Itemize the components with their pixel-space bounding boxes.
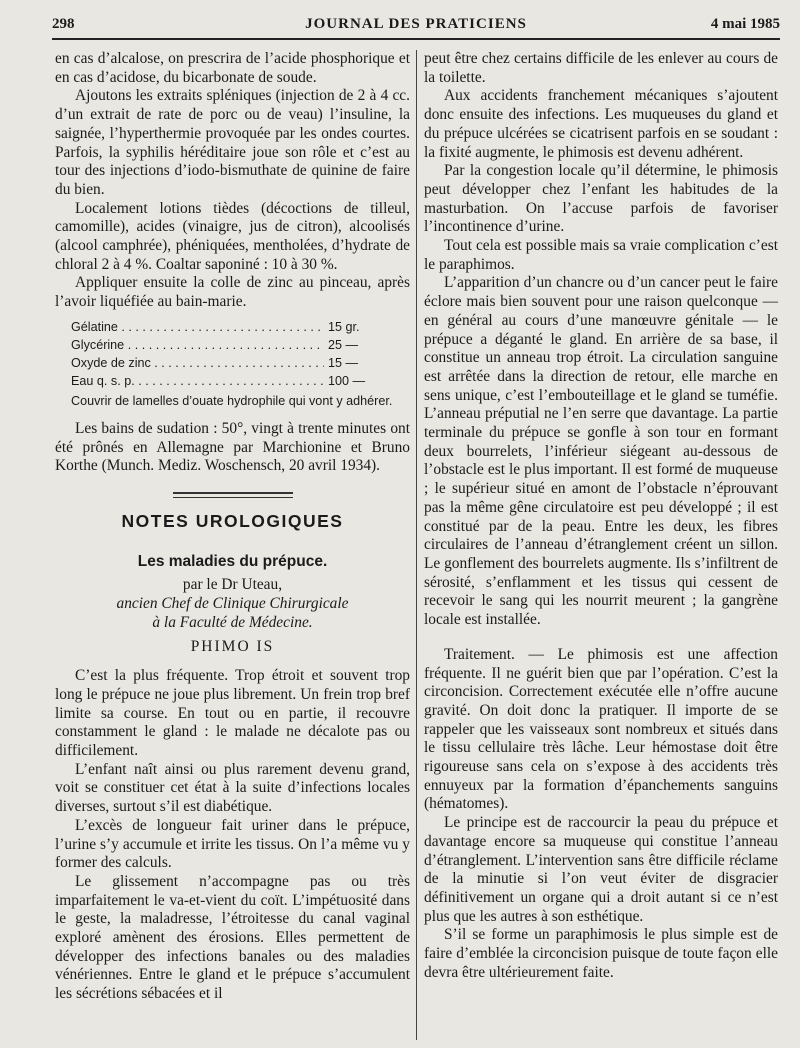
right-column <box>424 50 778 982</box>
paragraph: L’enfant naît ainsi ou plus rarement devenu grand, voit se constituer cet état à la suite d’infections locales diverses, surtout s’il est diabétique. <box>55 760 410 816</box>
paragraph: Le principe est de raccourcir la peau du prépuce et davantage encore sa muqueuse qui constitue l’anneau d’étranglement. L’intervention sans être difficile réclame de la minutie si l’on veut éviter de disgracier définitivement un organe qui a droit autant si ce n’est plus que les autres à son esthétique. <box>424 814 778 925</box>
recipe-row: Glycérine . . . 25 — <box>71 336 410 354</box>
left-column <box>55 50 410 1004</box>
column-rule <box>416 50 417 1040</box>
paragraph: Les bains de sudation : 50°, vingt à trente minutes ont été prônés en Allemagne par Marchionine et Bruno Korthe (Munch. Mediz. Woschensch, 20 avril 1934). <box>55 419 410 475</box>
section-separator <box>173 492 293 498</box>
recipe-row: Gélatine . . . 15 gr. <box>71 318 410 336</box>
paragraph: peut être chez certains difficile de les enlever au cours de la toilette. <box>424 50 778 86</box>
recipe-row: Oxyde de zinc . . . 15 — <box>71 354 410 372</box>
paragraph: C’est la plus fréquente. Trop étroit et souvent trop long le prépuce ne joue plus librement. Un frein trop bref limite sa course. En tout ou en partie, il recouvre constamment le gland : le malade ne décalote pas ou difficilement. <box>55 667 410 759</box>
spacer <box>424 630 778 646</box>
paragraph: Par la congestion locale qu’il détermine, le phimosis peut développer chez l’enfant les habitudes de la masturbation. On l’accuse parfois de favoriser l’incontinence d’urine. <box>424 162 778 236</box>
paragraph: L’apparition d’un chancre ou d’un cancer peut le faire éclore mais bien souvent pour une raison quelconque — en général au cours d’une manœuvre génitale — le prépuce a déganté le gland. En arrière de sa base, il constitue un anneau trop étroit. La circulation sanguine est arrêtée dans la direction de retour, elle marche en sens unique, c’est l’embouteillage et le gland se tuméfie. L’anneau préputial ne l’en serre que davantage. La partie terminale du prépuce se gonfle à son tour en formant deux bourrelets, l’inférieur siégeant au-dessous de l’obstacle est le plus important. Il est formé de muqueuse ; le supérieur situé en amont de l’obstacle n’éprouvant pas la même gêne circulatoire est peu développé ; il est constitué par de la peau. Entre les deux, les fibres circulaires de l’anneau d’étranglement créent un sillon. Le gonflement des bourrelets augmente. Ils s’infiltrent de sérosité, s’enflamment et les tissus qui cessent de recevoir le sang qui les nourrit meurent ; la gangrène locale est installée. <box>424 274 778 629</box>
affiliation: à la Faculté de Médecine. <box>152 613 313 631</box>
issue-date: 4 mai 1985 <box>710 16 780 32</box>
affiliation: ancien Chef de Clinique Chirurgicale <box>116 595 349 613</box>
paragraph: en cas d’alcalose, on prescrira de l’acide phosphorique et en cas d’acidose, du bicarbonate de soude. <box>55 50 410 86</box>
byline: par le Dr Uteau, <box>182 576 283 594</box>
paragraph: Traitement. — Le phimosis est une affection fréquente. Il ne guérit bien que par l’opération. C’est la circoncision. Correctement exécutée elle n’offre aucune gravité. On doit donc la pratiquer. Il importe de se rappeler que les vaisseaux sont nombreux et situés dans le tissu cellulaire très lâche. Leur hémostase doit être rigoureuse sans cela on s’expose à des accidents très ennuyeux par la formation d’épanchements sanguins (hématomes). <box>424 645 778 813</box>
page-number: 298 <box>52 16 75 32</box>
paragraph: Tout cela est possible mais sa vraie complication c’est le paraphimos. <box>424 237 778 273</box>
zinc-paste-recipe <box>71 318 410 390</box>
paragraph: Localement lotions tièdes (décoctions de tilleul, camomille), acides (vinaigre, jus de citron), alcoolisés (alcool camphrée), phéniquées, mentholées, d’hydrate de chloral 2 à 4 %. Coaltar saponiné : 10 à 30 %. <box>55 199 410 273</box>
journal-title: JOURNAL DES PRATICIENS <box>305 16 527 32</box>
recipe-note: Couvrir de lamelles d’ouate hydrophile qui vont y adhérer. <box>71 393 393 408</box>
running-header <box>52 14 780 40</box>
subsection-heading: PHIMO IS <box>190 638 275 656</box>
paragraph: Appliquer ensuite la colle de zinc au pinceau, après l’avoir liquéfiée au bain-marie. <box>55 274 410 311</box>
paragraph: L’excès de longueur fait uriner dans le prépuce, l’urine s’y accumule et irrite les tissus. On l’a même vu y former des calculs. <box>55 816 410 872</box>
recipe-row: Eau q. s. p. . . . 100 — <box>71 372 410 390</box>
paragraph: Ajoutons les extraits spléniques (injection de 2 à 4 cc. d’un extrait de rate de porc ou de veau) l’insuline, la saignée, l’hyperthermie provoquée par les ondes courtes. Parfois, la syphilis héréditaire joue son rôle et c’est au tour des injections d’iodo-bismuthate de quinine de faire du bien. <box>55 87 410 198</box>
paragraph: S’il se forme un paraphimosis le plus simple est de faire d’emblée la circoncision puisque de toute façon elle devra être ultérieurement faite. <box>424 926 778 981</box>
paragraph: Aux accidents franchement mécaniques s’ajoutent donc ensuite des infections. Les muqueuses du gland et du prépuce ulcérées se cicatrisent parfois en se soudant : la fixité augmente, le phimosis est devenu adhérent. <box>424 87 778 161</box>
section-heading: NOTES UROLOGIQUES <box>121 510 344 531</box>
article-title: Les maladies du prépuce. <box>137 552 328 570</box>
paragraph: Le glissement n’accompagne pas ou très imparfaitement le va-et-vient du coït. L’impétuosité dans le geste, la maladresse, l’étroitesse du canal vaginal exploré amènent des érosions. Elles permettent de développer des infections banales ou des maladies vénériennes. Entre le gland et le prépuce s’accumulent les sécrétions sébacées et il <box>55 872 410 1003</box>
